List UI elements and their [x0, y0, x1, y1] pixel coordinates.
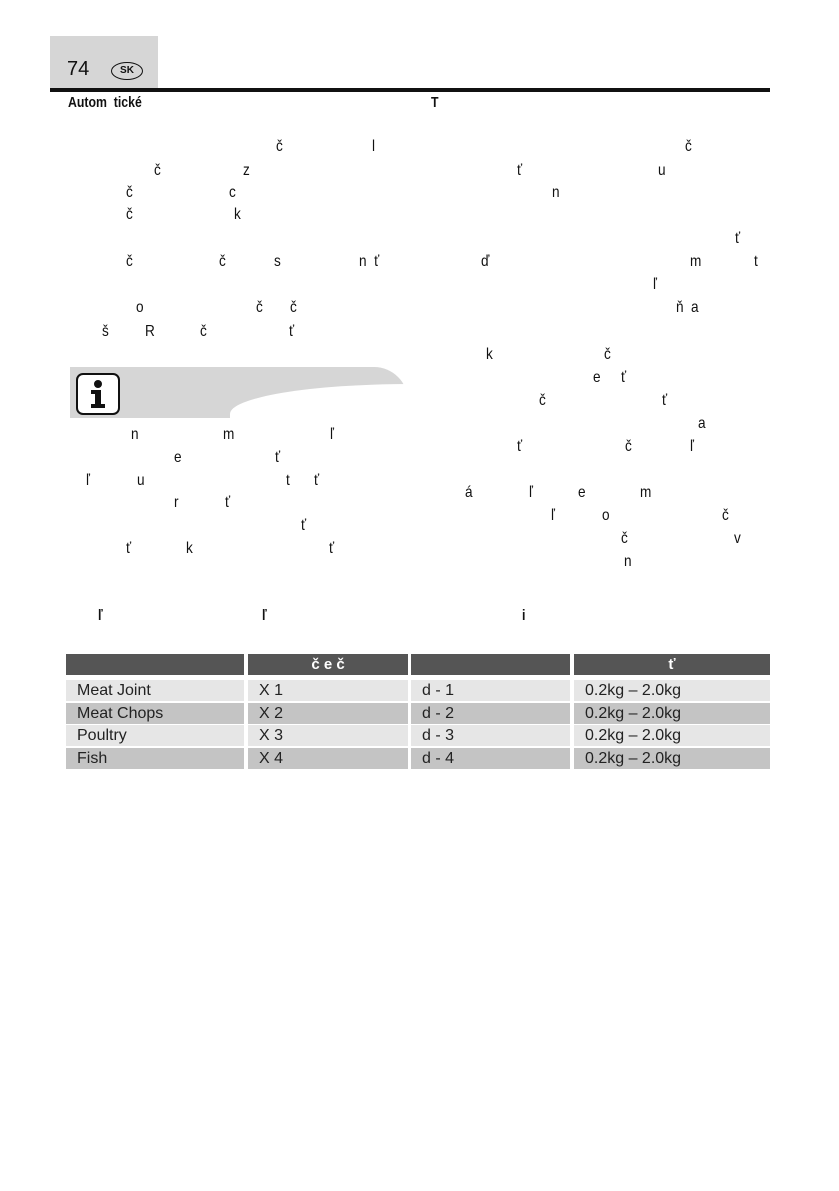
text-fragment: č — [604, 346, 611, 363]
text-fragment: a — [698, 415, 706, 432]
text-fragment: e — [578, 484, 586, 501]
text-fragment: č — [219, 253, 226, 270]
text-fragment: č — [200, 323, 207, 340]
text-fragment: R — [145, 323, 155, 340]
language-badge: SK — [111, 62, 143, 80]
text-fragment: č — [685, 138, 692, 155]
text-fragment: ľ — [529, 484, 533, 501]
text-fragment: č — [256, 299, 263, 316]
text-fragment: e — [593, 369, 601, 386]
section-title: Autom tické — [68, 94, 142, 111]
table-cell: 0.2kg – 2.0kg — [574, 680, 770, 701]
caption-fragment: ľ — [98, 607, 103, 624]
text-fragment: v — [734, 530, 741, 547]
table-cell: 0.2kg – 2.0kg — [574, 748, 770, 769]
text-fragment: c — [229, 184, 236, 201]
table-header-cell — [66, 654, 244, 675]
text-fragment: ť — [621, 369, 627, 386]
text-fragment: u — [137, 472, 145, 489]
table-cell: X 1 — [248, 680, 408, 701]
text-fragment: ť — [662, 392, 668, 409]
table-cell: d - 4 — [411, 748, 570, 769]
text-fragment: n ť — [359, 253, 380, 270]
text-fragment: č — [126, 184, 133, 201]
table-cell: Meat Joint — [66, 680, 244, 701]
text-fragment: s — [274, 253, 281, 270]
text-fragment: ľ — [653, 276, 657, 293]
table-cell: 0.2kg – 2.0kg — [574, 703, 770, 724]
text-fragment: č — [126, 253, 133, 270]
text-fragment: o — [136, 299, 144, 316]
table-cell: d - 3 — [411, 725, 570, 746]
table-cell: 0.2kg – 2.0kg — [574, 725, 770, 746]
text-fragment: o — [602, 507, 610, 524]
text-fragment: l — [372, 138, 376, 155]
text-fragment: z — [243, 162, 250, 179]
text-fragment: n — [552, 184, 560, 201]
text-fragment: k — [234, 206, 241, 223]
info-icon — [76, 373, 120, 415]
text-fragment: m — [223, 426, 235, 443]
page-number: 74 — [67, 58, 90, 80]
table-header-cell — [411, 654, 570, 675]
text-fragment: č — [290, 299, 297, 316]
text-fragment: ť — [517, 162, 523, 179]
text-fragment: ľ — [86, 472, 90, 489]
text-fragment: ť — [314, 472, 320, 489]
table-cell: d - 1 — [411, 680, 570, 701]
text-fragment: č — [621, 530, 628, 547]
text-fragment: e — [174, 449, 182, 466]
text-fragment: š — [102, 323, 109, 340]
table-cell: X 4 — [248, 748, 408, 769]
table-header-cell: ť — [574, 654, 770, 675]
text-fragment: n — [624, 553, 632, 570]
text-fragment: t — [754, 253, 758, 270]
text-fragment: ľ — [330, 426, 334, 443]
header-rule — [50, 88, 770, 92]
text-fragment: č — [625, 438, 632, 455]
text-fragment: č — [154, 162, 161, 179]
text-fragment: ľ — [690, 438, 694, 455]
table-cell: Poultry — [66, 725, 244, 746]
section-title-right: T — [431, 94, 439, 111]
text-fragment: k — [486, 346, 493, 363]
text-fragment: u — [658, 162, 666, 179]
table-cell: d - 2 — [411, 703, 570, 724]
caption-fragment: ľ — [262, 607, 267, 624]
text-fragment: č — [722, 507, 729, 524]
text-fragment: r — [174, 494, 179, 511]
text-fragment: č — [539, 392, 546, 409]
text-fragment: ť — [735, 230, 741, 247]
text-fragment: m — [640, 484, 652, 501]
caption-fragment: i — [522, 607, 526, 624]
table-cell: X 2 — [248, 703, 408, 724]
text-fragment: č — [276, 138, 283, 155]
text-fragment: n — [131, 426, 139, 443]
text-fragment: ť — [275, 449, 281, 466]
table-cell: Fish — [66, 748, 244, 769]
text-fragment: č — [126, 206, 133, 223]
text-fragment: ď — [481, 253, 490, 270]
text-fragment: a — [691, 299, 699, 316]
text-fragment: ť — [329, 540, 335, 557]
text-fragment: ť — [225, 494, 231, 511]
text-fragment: ľ — [551, 507, 555, 524]
text-fragment: m — [690, 253, 702, 270]
text-fragment: ť — [126, 540, 132, 557]
text-fragment: ť — [289, 323, 295, 340]
text-fragment: k — [186, 540, 193, 557]
table-header-cell: č e č — [248, 654, 408, 675]
text-fragment: ň — [676, 299, 684, 316]
text-fragment: á — [465, 484, 473, 501]
text-fragment: ť — [517, 438, 523, 455]
text-fragment: ť — [301, 517, 307, 534]
table-cell: X 3 — [248, 725, 408, 746]
table-cell: Meat Chops — [66, 703, 244, 724]
text-fragment: t — [286, 472, 290, 489]
